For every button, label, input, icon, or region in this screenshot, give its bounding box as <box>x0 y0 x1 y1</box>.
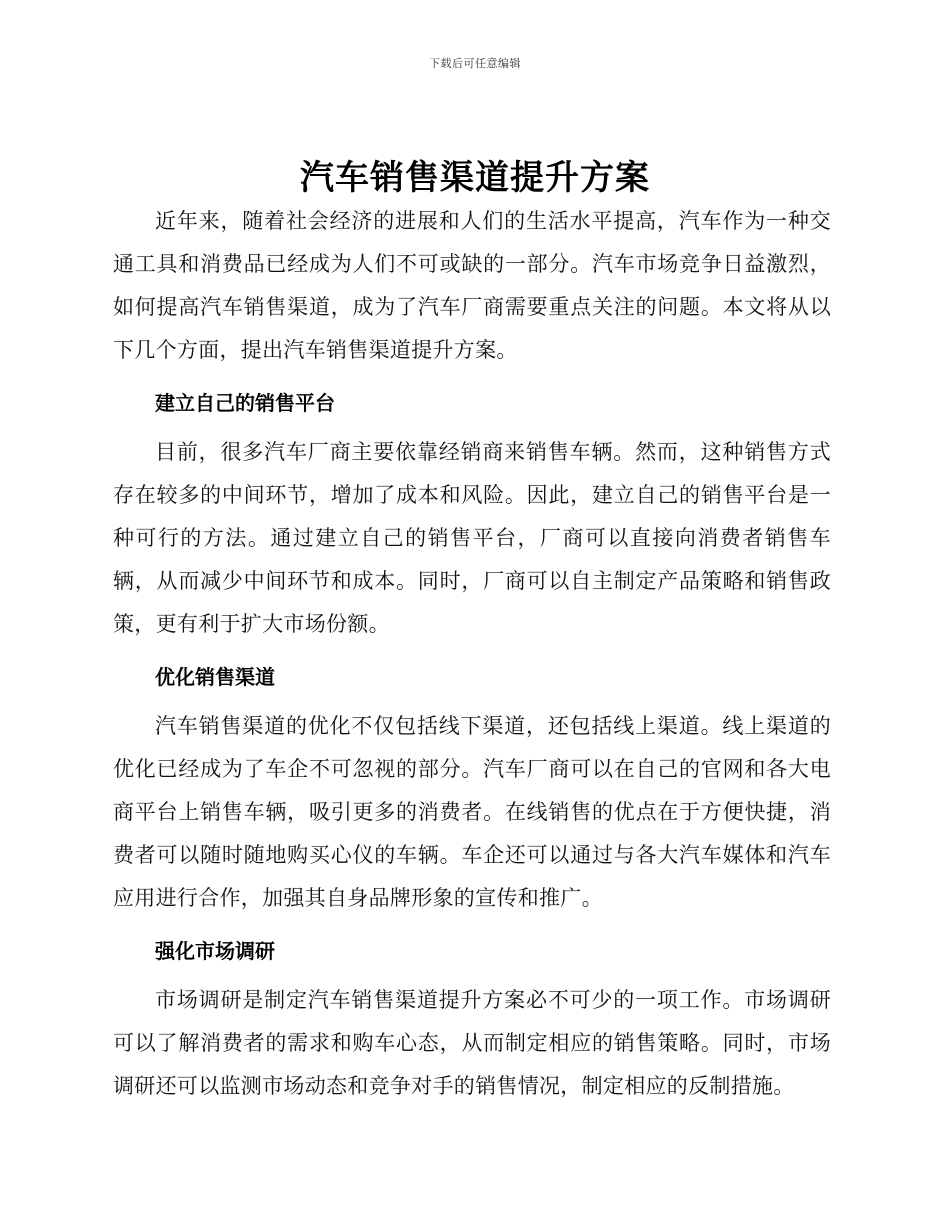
section-paragraph-optimize-channels: 汽车销售渠道的优化不仅包括线下渠道，还包括线上渠道。线上渠道的优化已经成为了车企不可忽视的部分。汽车厂商可以在自己的官网和各大电商平台上销售车辆，吸引更多的消费者。在线销售的优点在于方便快捷，消费者可以随时随地购买心仪的车辆。车企还可以通过与各大汽车媒体和汽车应用进行合作，加强其自身品牌形象的宣传和推广。 <box>113 714 831 910</box>
section-heading-sales-platform: 建立自己的销售平台 <box>155 391 335 415</box>
document-title: 汽车销售渠道提升方案 <box>300 158 650 198</box>
intro-paragraph: 近年来，随着社会经济的进展和人们的生活水平提高，汽车作为一种交通工具和消费品已经成为人们不可或缺的一部分。汽车市场竞争日益激烈，如何提高汽车销售渠道，成为了汽车厂商需要重点关注的问题。本文将从以下几个方面，提出汽车销售渠道提升方案。 <box>113 209 831 362</box>
section-heading-market-research: 强化市场调研 <box>155 939 275 963</box>
section-heading-optimize-channels: 优化销售渠道 <box>155 665 275 689</box>
page-header-note: 下载后可任意编辑 <box>429 57 521 70</box>
section-paragraph-market-research: 市场调研是制定汽车销售渠道提升方案必不可少的一项工作。市场调研可以了解消费者的需求和购车心态，从而制定相应的销售策略。同时，市场调研还可以监测市场动态和竞争对手的销售情况，制定相应的反制措施。 <box>113 988 831 1098</box>
section-paragraph-sales-platform: 目前，很多汽车厂商主要依靠经销商来销售车辆。然而，这种销售方式存在较多的中间环节，增加了成本和风险。因此，建立自己的销售平台是一种可行的方法。通过建立自己的销售平台，厂商可以直接向消费者销售车辆，从而减少中间环节和成本。同时，厂商可以自主制定产品策略和销售政策，更有利于扩大市场份额。 <box>113 440 831 636</box>
document-body <box>113 200 831 1108</box>
